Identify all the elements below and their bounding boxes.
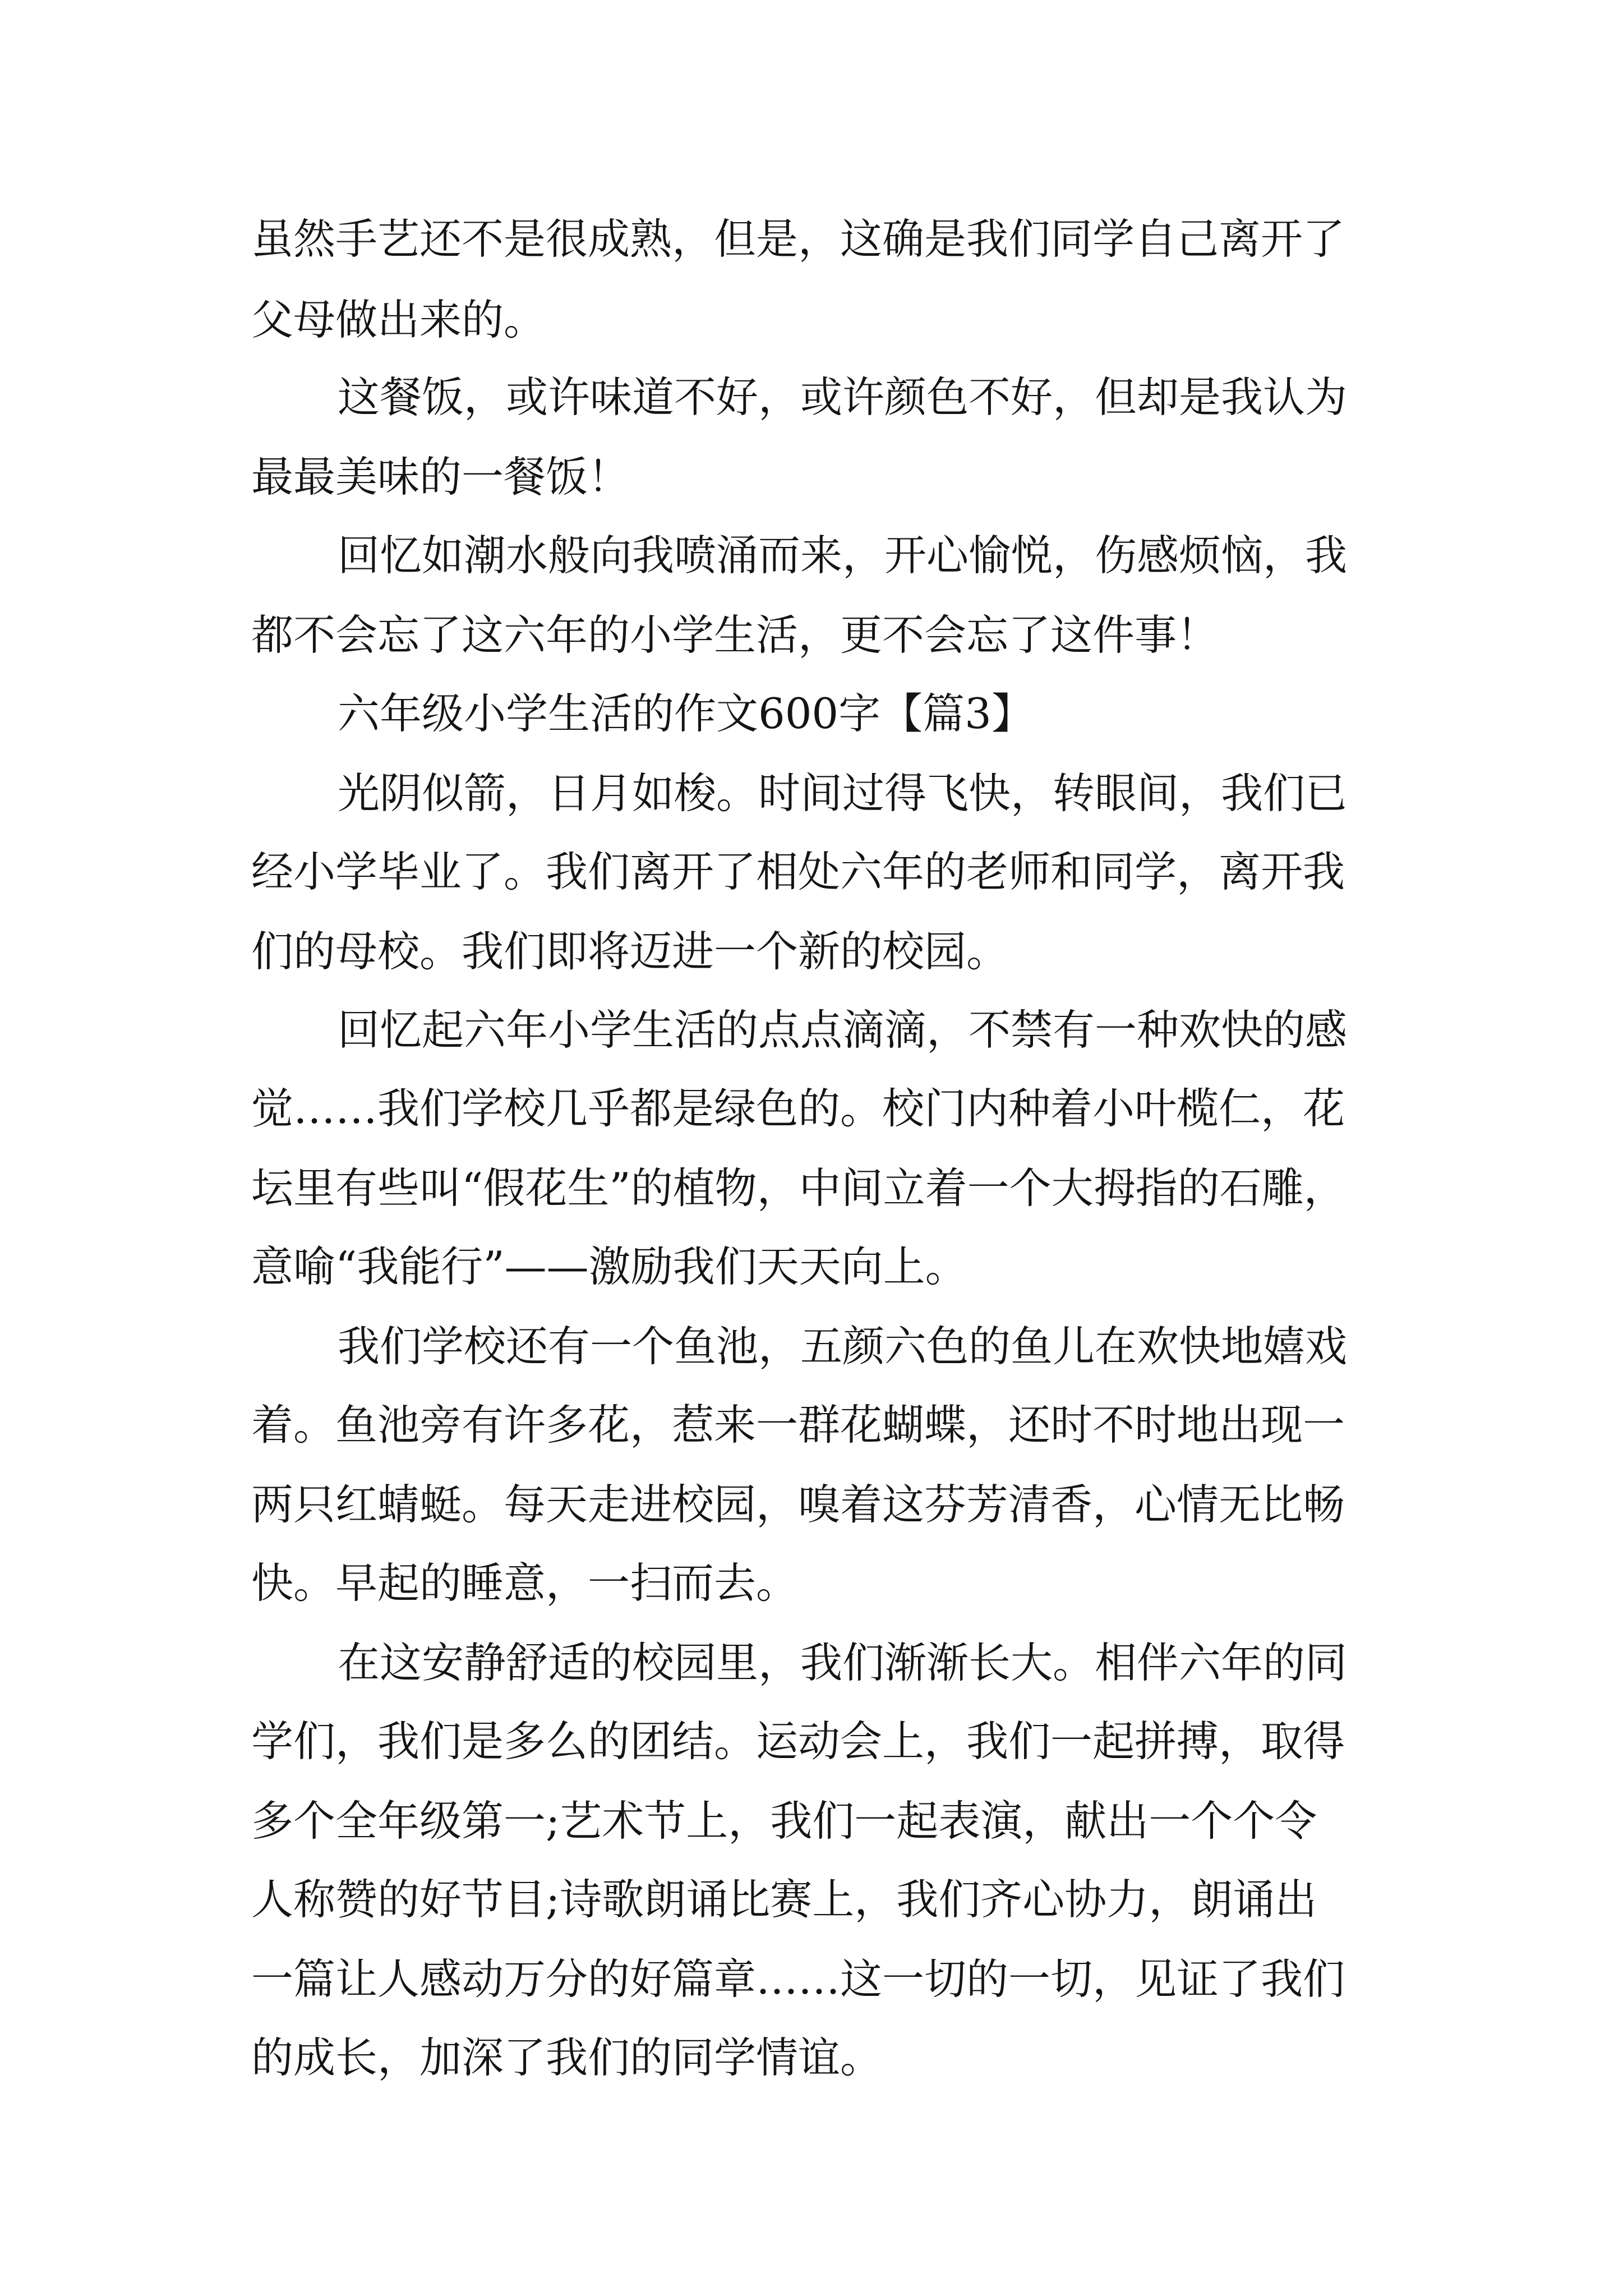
text-line: 一篇让人感动万分的好篇章……这一切的一切，见证了我们 bbox=[251, 1954, 1345, 2004]
text-line: 们的母校。我们即将迈进一个新的校园。 bbox=[251, 927, 1009, 976]
text-line: 这餐饭，或许味道不好，或许颜色不好，但却是我认为 bbox=[338, 372, 1348, 422]
text-line: 的成长，加深了我们的同学情谊。 bbox=[251, 2033, 883, 2082]
text-line: 最最美味的一餐饭！ bbox=[251, 452, 630, 501]
text-line: 两只红蜻蜓。每天走进校园，嗅着这芬芳清香，心情无比畅 bbox=[251, 1480, 1345, 1529]
text-line: 人称赞的好节目;诗歌朗诵比赛上，我们齐心协力，朗诵出 bbox=[251, 1875, 1317, 1924]
text-line: 我们学校还有一个鱼池，五颜六色的鱼儿在欢快地嬉戏 bbox=[338, 1322, 1348, 1371]
text-line: 经小学毕业了。我们离开了相处六年的老师和同学，离开我 bbox=[251, 847, 1345, 896]
text-line: 父母做出来的。 bbox=[251, 295, 546, 344]
text-line: 都不会忘了这六年的小学生活，更不会忘了这件事！ bbox=[251, 610, 1219, 660]
text-line: 意喻“我能行”——激励我们天天向上。 bbox=[251, 1242, 967, 1291]
text-line: 着。鱼池旁有许多花，惹来一群花蝴蝶，还时不时地出现一 bbox=[251, 1400, 1345, 1450]
text-line: 坛里有些叫“假花生”的植物，中间立着一个大拇指的石雕， bbox=[251, 1163, 1346, 1213]
text-line: 多个全年级第一;艺术节上，我们一起表演，献出一个个令 bbox=[251, 1796, 1317, 1846]
text-line: 觉……我们学校几乎都是绿色的。校门内种着小叶榄仁，花 bbox=[251, 1084, 1345, 1133]
text-line: 光阴似箭，日月如梭。时间过得飞快，转眼间，我们已 bbox=[338, 769, 1348, 818]
text-line: 学们，我们是多么的团结。运动会上，我们一起拼搏，取得 bbox=[251, 1717, 1345, 1766]
text-line: 回忆如潮水般向我喷涌而来，开心愉悦，伤感烦恼，我 bbox=[338, 531, 1348, 580]
text-line: 快。早起的睡意，一扫而去。 bbox=[251, 1558, 799, 1608]
section-heading: 六年级小学生活的作文600字【篇3】 bbox=[338, 689, 1034, 738]
text-line: 回忆起六年小学生活的点点滴滴，不禁有一种欢快的感 bbox=[338, 1005, 1348, 1055]
text-line: 虽然手艺还不是很成熟，但是，这确是我们同学自己离开了 bbox=[251, 214, 1345, 264]
text-line: 在这安静舒适的校园里，我们渐渐长大。相伴六年的同 bbox=[338, 1638, 1348, 1687]
